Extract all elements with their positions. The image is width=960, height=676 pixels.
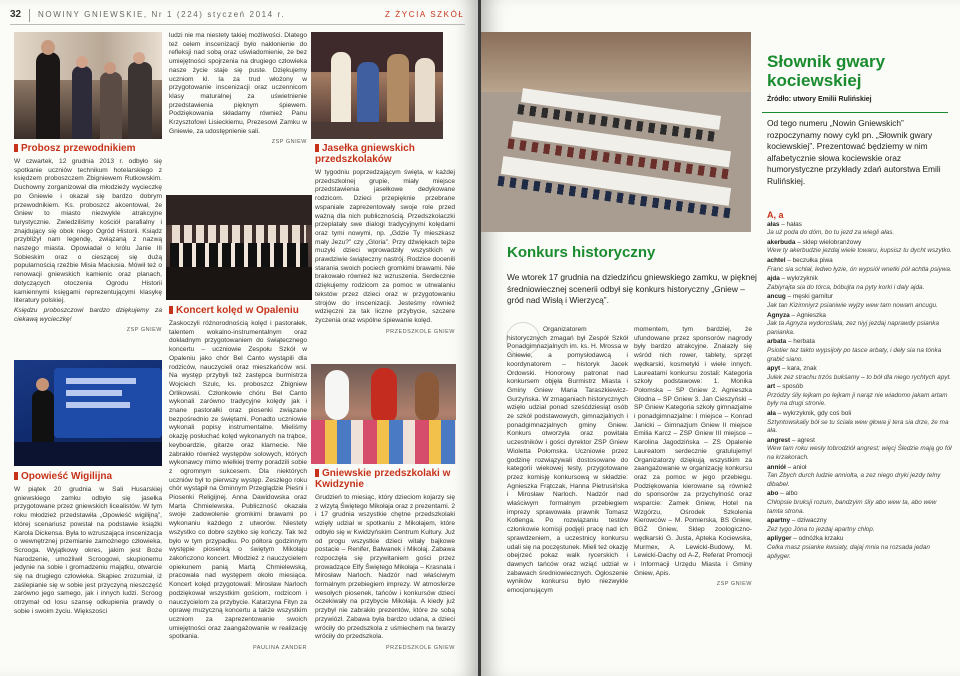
entry-meaning: – dziwaczny [790, 517, 827, 525]
slownik-source: Źródło: utwory Emilii Rulińskiej [767, 96, 872, 103]
signature-kwidzyn: PRZEDSZKOLE GNIEW [385, 644, 455, 651]
entry-example: Wew tam roku wesły tobrodziół angrest; więcj Śledzie mają go fół na krzakorach. [767, 445, 952, 462]
entry-example: Zabiyrajta sia do tórca, bóbujta na pyty korki i daly ajda. [767, 283, 925, 291]
slownik-intro: Od tego numeru „Nowin Gniewskich” rozpoczynamy nowy cykl pn. „Słownik gwary kociewskiej”. Prezentować będziemy w nim alfabetycznie słowa kociewskie oraz humorystyczne przykłady zdań autorstwa Emili Rulińskiej. [767, 118, 941, 186]
left-page [0, 0, 478, 676]
heading-kwidzyn: Gniewskie przedszkolaki w Kwidzynie [315, 468, 451, 490]
entry-word: art [767, 383, 776, 391]
dictionary-entry [767, 312, 953, 338]
body-wigilijna: W piątek 20 grudnia w Sali Husarskiej gniewskiego zamku odbyło się jasełka przygotowane przez gniewskich licealistów. W tym roku młodzież przedstawiła „Opowieść wigilijną”, której scenariusz powstał na podstawie książki Karola Dickensa. Była to wzruszająca inscenizacja o wewnętrznej przemianie zamożnego człowieka, Scrooga. Wyjątkowy okres, jakim jest Boże Narodzenie, umożliwił Scroogowi, skupionemu jedynie na sobie i gromadzeniu majątku, otwarcie się na drugiego człowieka. Skąpiec zrozumiał, iż zaślepianie się w sobie jest przyczyną nieszczęść zarówno jego samego, jak i innych ludzi. Scroog otrzymał od losu szansę odkupienia prawdy o sobie i swoim życiu. Większości [14, 486, 162, 615]
entry-example: Franc sia schlał, ledwo łyzie, ón wypsiół wnetki pół achtla psiywa. [767, 265, 952, 273]
dictionary-entry [767, 293, 953, 310]
header-divider [29, 9, 30, 22]
body-probosz: W czwartek, 12 grudnia 2013 r. odbyło się spotkanie uczniów technikum hotelarskiego z księdzem proboszczem Zbigniewem Rutkowskim. Duchowny zorganizował dla młodzieży wycieczkę po Gniewie i okazał się bardzo dobrym przewodnikiem. Ks. proboszcz akcentował, że Gniew to miasto niezwykle atrakcyjne turystycznie. Zwiedziliśmy kościół parafialny i znajdujący się obok niego Ogród Historii. Ksiądz przybliżył nam legendę, związaną z nazwą naszego miasta. Opowiadał o królu Janie III Sobieskim oraz o cieszącej się dużą popularnością rzeźbie Misia Maciusia. Mówił też o renowacji gniewskich kamienic oraz planach, dotyczących otoczenia Ogrodu Historii kamiennymi księgami reprezentującymi klasykę literatury polskiej. [14, 158, 162, 305]
signature-continued: ZSP GNIEW [271, 139, 307, 146]
entry-word: apyt [767, 365, 781, 373]
dictionary-entry [767, 517, 953, 534]
publication-title: NOWINY GNIEWSKIE, Nr 1 (224) styczeń 2014 r. [38, 10, 286, 19]
entry-meaning: – sposób [775, 383, 803, 391]
body-koncert: Zaskoczyli różnorodnością kolęd i pastorałek, talentem wokalno-instrumentalnym oraz dokładnym przygotowaniem do świątecznego koncertu – uczniowie Zespołu Szkół w Opaleniu jako chór Bel Canto wystąpili dla rodziców, nauczycieli oraz mieszkańców wsi. Na występ przybyli też zastępca burmistrza Wojciech Szulc, ks. proboszcz Zbigniew Orlikowski. Członkowie chóru Bel Canto wykonali zarówno tradycyjne kolędy jak i znane pastorałki oraz piosenki związane bezpośrednio ze świętami. Ponadto uczniowie wykonali popisy instrumentalne. Mieliśmy okazję posłuchać kolęd wykonanych na trąbce, keyboardzie, gitarze oraz klarnecie. Nie zabrakło również występów solowych, których wykonawcy mimo wielkiej tremy poradzili sobie z ogromnym sukcesem. Dla niektórych uczniów był to pierwszy występ. Zeszłego roku chór wystąpił na Gminnym Przeglądzie Pieśni i Piosenki Religijnej. Anna Dawidowska oraz Marta Chmielewska. Publiczność okazała swoje zadowolenie gromkimi brawami po wykonaniu każdego z utworów. Niestety wszystko co dobre szybko się kończy. Tak też było w tym przypadku. Po półtora godzinnym występie piosenką o świętym Mikołaju zakończono koncert. Młodzież z nauczycielem opiekunem panią Martą Chmielewską, pracowała nad występem około miesiąca. Koncert kolęd przygotowali: Mirosław Narloch podziękował wszystkim gościom, rodzicom i nauczycielom za przybycie. Katarzyna Fityn za oprawę muzyczną koncertu a także wszystkim uczniom za zaprezentowanie swoich umiejętności oraz zaangażowanie w realizację spotkania. [169, 320, 307, 641]
slownik-title: Słownik gwary kociewskiej [767, 52, 886, 90]
entry-meaning: – wykrzyknik, gdy coś boli [775, 410, 852, 418]
konkurs-col2 [634, 326, 752, 589]
entry-word: akerbuda [767, 238, 796, 246]
entry-word: Agnyza [767, 311, 790, 319]
slownik-rule [762, 112, 948, 113]
entry-meaning: – wykrzyknik [779, 275, 818, 283]
photo-kids-mascots [311, 364, 456, 464]
entry-example: Zez tygo Jóna to jezdaj apartny chłop. [767, 525, 875, 533]
dictionary-entry [767, 338, 953, 364]
dictionary-entry [767, 410, 953, 436]
entry-example: Julek zez strachu trzós bukśamy – to bół dla niego rychtych apyt. [767, 373, 951, 381]
entry-example: Jak ta Agnyza wydoroślała, zez niyj jezdaj naprawdy psianka panianka. [767, 320, 940, 336]
dictionary-entry [767, 383, 953, 409]
entry-word: arbata [767, 338, 787, 346]
entry-word: apartny [767, 517, 791, 525]
heading-probosz: Probosz przewodnikiem [14, 143, 162, 154]
entry-meaning: – herbata [786, 338, 815, 346]
dictionary-entry [767, 437, 953, 463]
entry-example: Ja uż poda do dóm, bo tu jezd za wiegli ałas. [767, 229, 895, 237]
dictionary-entry [767, 535, 953, 561]
dictionary-entry [767, 464, 953, 490]
entry-meaning: – męski garnitur [785, 293, 834, 301]
entry-example: Jak tan Kizimniyrz psianiwie wyjzy wew tam nowam ancugu. [767, 301, 938, 309]
signature-koncert: PAULINA ZANDER [253, 645, 307, 652]
konkurs-title: Konkurs historyczny [507, 244, 656, 261]
entry-meaning: – anioł [785, 463, 807, 471]
dictionary-entry [767, 490, 953, 516]
entry-word: anniół [767, 463, 786, 471]
article-koncert [169, 302, 307, 653]
dictionary-entry [767, 275, 953, 292]
entry-example: Tan Zbych durch ludzie anniołta, a zez niego dryki jezdy telny dibabeł. [767, 472, 941, 488]
entry-word: ajda [767, 275, 780, 283]
body-continued: ludzi nie ma niestety takiej możliwości. Dlatego też celem inscenizacji było nakłonienie do refleksji nad sobą oraz uświadomienie, że bez umiejętności spojrzenia na drugiego człowieka nasze życie staje się puste. Dziękujemy uczniom kl. Ia za trud włożony w przygotowanie inscenizacji oraz uczennicom klasy maturalnej za uświetnienie przedstawienia pięknym śpiewem. Podziękowania składamy również Panu Krzysztofowi Lisieckiemu, Prezesowi Zamku w Gniewie, za udostępnienie sali. [169, 32, 307, 135]
konkurs-col1 [507, 326, 628, 596]
photo-credit: FOT. ZS OPALENIE [163, 34, 168, 83]
header-rule [10, 24, 465, 25]
dictionary-entry [767, 221, 953, 238]
entry-meaning: – beczułka piwa [785, 256, 833, 264]
entry-meaning: – odnóżka krzaku [791, 535, 844, 543]
body-kwidzyn: Grudzień to miesiąc, który dzieciom kojarzy się z wizytą Świętego Mikołaja oraz z prezentami. 2 i 17 grudnia wszystkie chętne przedszkolaki wzięły udział w spotkaniu z Mikołajem, które odbyło się w Kwidzyńskim Centrum Kultury. Już od progu wszystkie dzieci witały bajkowe postacie – Renifer, Bałwanek i Mikołaj. Zabawa rozpoczęła się przywitaniem gości przez prowadzące Elfy Świętego Mikołaja – Krasnala i Mirosław Narloch. Nadzór nad właściwym formalnym przebiegiem imprezy. W atmosferze wesołych piosenek, tańców i konkursów dzieci oczekiwały na przybycie Mikołaja. A kiedy już przybył nie zabrakło prezentów, które ze sobą przywiózł. Zabawa była bardzo udana, a dzieci wróciły do przedszkola z uśmiechem na twarzy wróciły do przedszkola. [315, 494, 456, 641]
article-kwidzyn [315, 465, 455, 653]
entry-example: Sztyntowskaliy bół se tu ściała wew głowa ji tera sia drze, że ma ała. [767, 418, 949, 435]
article-wigilijna [14, 468, 162, 618]
signature-konkurs: ZSP GNIEW [716, 581, 752, 588]
photo-speaker-stage [14, 360, 162, 466]
heading-jaselka: Jasełka gniewskich przedszkolaków [315, 143, 415, 165]
closing-probosz: Księdzu proboszczowi bardzo dziękujemy za ciekawą wycieczkę! [14, 306, 162, 323]
photo-choir [166, 195, 312, 300]
entry-meaning: – Agnieszka [789, 311, 826, 319]
article-probosz [14, 140, 162, 335]
entry-word: ancug [767, 293, 786, 301]
dictionary-entry [767, 257, 953, 274]
signature-probosz: ZSP GNIEW [126, 327, 162, 334]
article-continued [169, 32, 307, 147]
entry-word: ałas [767, 220, 780, 228]
dictionary-entry [767, 365, 953, 382]
heading-wigilijna: Opowieść Wigilijna [14, 471, 162, 482]
photo-priest-students [14, 32, 162, 139]
konkurs-body-2: momentem, tym bardziej, że ufundowane przez sponsorów nagrody były bardzo atrakcyjne. Znalazły się wśród nich rower, tablety, sprzęt wędkarski, kosmetyki i wiele innych. Laureatami konkursu zostali: Kategoria szkoły podstawowe: 1. Monika Połomska – SP Gniew 2. Agnieszka Głodna – SP Gniew 3. Jan Cieszyński – SP Gniew Kategoria szkoły gimnazjalne i ponadgimnazjalne: I miejsce – Konrad Janicki – Gimnazjum Gniew II miejsce Emilia Karcz – ZSP Gniew III miejsce – Karolina Jagodzińska – ZS Opalenie Laureatom serdecznie gratulujemy! Organizatorzy dziękują wszystkim za zaangażowanie w organizację konkursu oraz za pomoc w jego przebiegu. Podziękowania kierowane są również do sponsorów za przychylność oraz wsparcie: Zamek Gniew, Hotel na Wzgórzu, Ośrodek Szkolenia Kierowców – M. Pomierska, BS Gniew, BGŻ Gniew, Sklep zoologiczno-wędkarski G. Justa, Apteka Kociewska, Murmex, A. Lewicki-Budowy, M. Lewicki-Dachy od A-Z, Referat Promocji i Informacji Urzędu Miasta i Gminy Gniew, Apis. [634, 326, 752, 577]
page-number: 32 [10, 9, 22, 20]
photo-competition-courtyard [481, 32, 751, 232]
konkurs-lead: We wtorek 17 grudnia na dziedzińcu gniewskiego zamku, w pięknej średniowiecznej scenerii odbył się konkurs historyczny „Gniew – gród nad Wisłą i Wierzycą”. [507, 272, 757, 306]
entry-word: angrest [767, 436, 791, 444]
entry-word: achtel [767, 256, 786, 264]
entry-meaning: – kara, znak [780, 365, 817, 373]
body-jaselka: W tygodniu poprzedzającym święta, w każdej przedszkolnej grupie, miały miejsce przedstawienia jasełkowe dedykowane rodzicom. Dzieci przepięknie przebrane wspaniale zaprezentowały swoje role przed ważną dla nich publicznością. Przedszkolaczki przeplatały swe dialogi tradycyjnymi kolędami oraz tymi nowymi, np. „Gdzie Ty mieszkasz mały Jezu?” czy „Gloria”. Przy dźwiękach tejże muzyki dzieci wprowadziły wszystkich w prawdziwie świąteczny nastrój. Rodzice docenili starania swoich pociech gromkimi brawami. Nie brakowało również łez wzruszenia. Serdecznie dziękujemy rodzicom za pomoc w utrwalaniu tekstów przez dzieci oraz w przygotowaniu strojów do inscenizacji. Jesteśmy również wdzięczni za tak liczne przybycie, szczere życzenia oraz wspólne śpiewanie kolęd. [315, 169, 455, 324]
entry-meaning: – sklep wielobranżowy [795, 238, 862, 246]
signature-jaselka: PRZEDSZKOLE GNIEW [385, 328, 455, 335]
entry-word: apliyger [767, 535, 792, 543]
dictionary-entry [767, 239, 953, 256]
section-title: Z ŻYCIA SZKÓŁ [385, 10, 465, 19]
dictionary-list [767, 211, 953, 562]
entry-example: Psiotier tez takto wypsijoły po tasce arbaty, i deły sia na tónka grabić siano. [767, 346, 942, 363]
entry-example: Chłopsie bruksji rozum, bandzyim śliy abo wew ta, abo wew tamta strona. [767, 499, 937, 515]
entry-example: Wew ty akerbudzie jezdaj wiele towaru, kupsisz tu dycht wszytko. [767, 247, 952, 255]
entry-meaning: – hałas [779, 220, 802, 228]
article-jaselka [315, 140, 455, 336]
heading-koncert: Koncert kolęd w Opaleniu [169, 305, 307, 316]
photo-nativity [311, 32, 443, 139]
entry-word: abo [767, 490, 779, 498]
entry-meaning: – agrest [790, 436, 815, 444]
entry-example: Przódzy śliy lejkam po lejkam ji narąz nie wiadomo jakam artam były na drugi stronie. [767, 391, 948, 408]
konkurs-body-1: Organizatorem historycznych zmagań był Zespół Szkół Ponadgimnazjalnych im. ks. H. Mrossa w Gniewie, a pomysłodawcą i koordynatorem – historyk Jacek Ordowski. Honorowy patronat nad konkursem objęła Burmistrz Miasta i Gminy Gniew Maria Taraszkiewicz-Gurzyńska. W zmaganiach historycznych wzięło udział ponad sześćdziesiąt osób ze szkół podstawowych, gimnazjalnych i ponadgimnazjalnych gminy Gniew. Konkurs otworzyła oraz powitała uczestników i gości dyrektor ZSP Gniew Wioletta Połomska. Uczniowie przez godzinę rozwiązywali dostosowane do kategorii wiekowej testy, przygotowane przez komisję konkursową w składzie: Agnieszka Frątczak, Hanna Pietrusińska i Mirosław Narloch. Nadzór nad właściwym formalnym przebiegiem imprezy sprawowała prawnik Tomasz Kotlenga. Po rozwiązaniu testów członkowie komisji podjęli pracę nad ich sprawdzeniem, a uczestnicy konkursu udali się na poczęstunek. Mieli też okazję obejrzeć pokaz walk rycerskich i dawnych tańców oraz wziąć udział w zabawach średniowiecznych. Ogłoszenie wyników konkursu było niezwykle emocjonującym [507, 326, 628, 595]
entry-example: Celka masz psianke kwsiaty, dajaj mnia na rozsada jedan apliyger. [767, 543, 930, 560]
dictionary-letter: A, a [767, 210, 784, 220]
entry-meaning: – albo [778, 490, 798, 498]
entry-word: ała [767, 410, 776, 418]
